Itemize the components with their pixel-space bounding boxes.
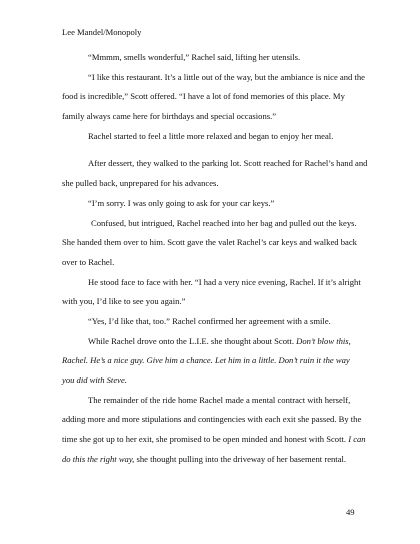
text-run: she thought pulling into the driveway of her basement rental. [136,453,347,464]
text-line: adding more and more stipulations and contingencies with each exit she passed. By the [62,414,362,425]
text-run: While Rachel drove onto the L.I.E. she thought about Scott. [88,335,294,346]
italic-text-run: Rachel. He’s a nice guy. Give him a chance. Let him in a little. Don’t ruin it the way [62,355,350,366]
text-line [62,430,366,450]
italic-text-run: you did with Steve. [62,375,127,385]
text-line [62,332,362,352]
text-line: “I like this restaurant. It’s a little out of the way, but the ambiance is nice and the [88,71,365,82]
text-line: “Yes, I’d like that, too.” Rachel confirmed her agreement with a smile. [88,315,331,326]
text-line: She handed them over to him. Scott gave the valet Rachel’s car keys and walked back [62,237,357,248]
text-line [62,450,362,470]
text-line [62,351,362,371]
text-line: food is incredible,” Scott offered. “I have a lot of fond memories of this place. My [62,91,345,102]
text-line: “I’m sorry. I was only going to ask for your car keys.” [88,197,275,208]
text-line: she pulled back, unprepared for his advances. [62,178,219,189]
text-line: The remainder of the ride home Rachel made a mental contract with herself, [88,394,351,405]
text-line: He stood face to face with her. “I had a very nice evening, Rachel. If it’s alright [88,276,361,287]
italic-text-run: do this the right way, [62,453,135,464]
text-line: Confused, but intrigued, Rachel reached into her bag and pulled out the keys. [91,217,357,228]
text-line: “Mmmm, smells wonderful,” Rachel said, lifting her utensils. [88,52,301,62]
section-break [62,146,362,154]
text-line: After dessert, they walked to the parking lot. Scott reached for Rachel’s hand and [88,158,368,169]
text-line: with you, I’d like to see you again.” [62,296,186,307]
text-line: family always came here for birthdays and special occasions.” [62,111,277,122]
text-line: over to Rachel. [62,256,115,267]
italic-text-run: Don’t blow this, [296,335,351,346]
page-number: 49 [346,507,355,517]
running-header: Lee Mandel/Monopoly [62,27,142,37]
text-run: time she got up to her exit, she promised to be open minded and honest with Scott. [62,434,347,445]
text-line [62,371,362,391]
text-line: Rachel started to feel a little more relaxed and began to enjoy her meal. [88,130,334,141]
body-text [62,48,368,469]
italic-text-run: I can [348,434,366,445]
